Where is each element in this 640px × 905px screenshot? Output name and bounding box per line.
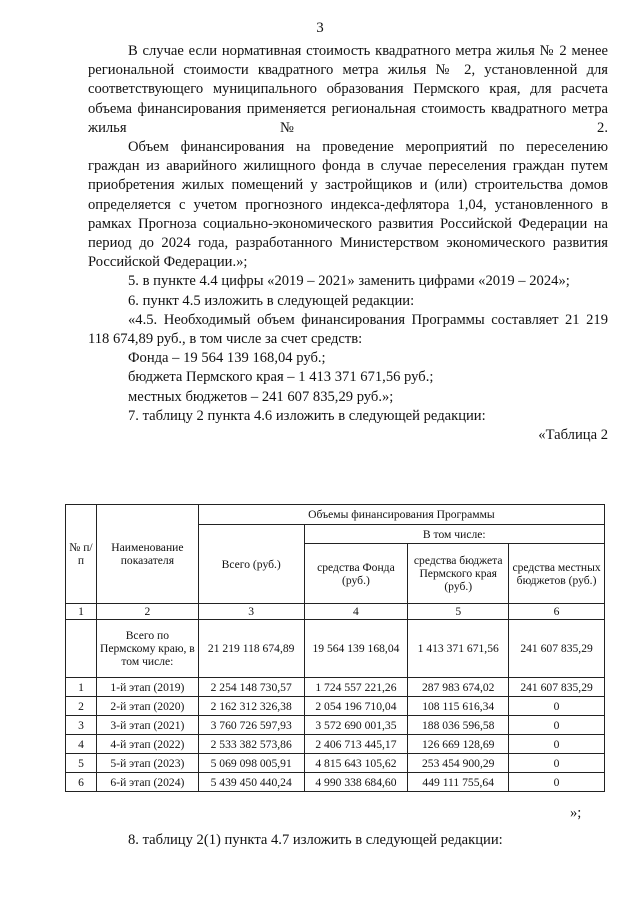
paragraph-item-5: 5. в пункте 4.4 цифры «2019 – 2021» заменить цифрами «2019 – 2024»; xyxy=(128,273,570,290)
paragraph-local-budgets: местных бюджетов – 241 607 835,29 руб.»; xyxy=(128,388,394,405)
row-total: 2 254 148 730,57 xyxy=(198,678,304,697)
table-row xyxy=(66,678,605,697)
row-fund: 2 406 713 445,17 xyxy=(304,735,408,754)
row-total: 5 069 098 005,91 xyxy=(198,754,304,773)
header-num: № п/п xyxy=(66,505,97,604)
table-row xyxy=(66,773,605,792)
row-name: 1-й этап (2019) xyxy=(96,678,198,697)
row-fund: 2 054 196 710,04 xyxy=(304,697,408,716)
col-number: 5 xyxy=(408,604,509,620)
table-row xyxy=(66,754,605,773)
total-row-fund: 19 564 139 168,04 xyxy=(304,620,408,678)
header-fund: средства Фонда (руб.) xyxy=(304,544,408,604)
row-local: 241 607 835,29 xyxy=(509,678,605,697)
row-name: 3-й этап (2021) xyxy=(96,716,198,735)
row-local: 0 xyxy=(509,735,605,754)
total-row-name: Всего по Пермскому краю, в том числе: xyxy=(96,620,198,678)
row-regional: 253 454 900,29 xyxy=(408,754,509,773)
paragraph-4-5: «4.5. Необходимый объем финансирования Программы составляет 21 219 118 674,89 руб., в том числе за счет средств: xyxy=(88,311,608,348)
table-caption: «Таблица 2 xyxy=(538,427,608,444)
header-local: средства местных бюджетов (руб.) xyxy=(509,544,605,604)
row-local: 0 xyxy=(509,773,605,792)
col-number: 1 xyxy=(66,604,97,620)
document-body xyxy=(88,42,608,445)
row-num: 4 xyxy=(66,735,97,754)
header-regional: средства бюджета Пермского края (руб.) xyxy=(408,544,509,604)
row-num: 3 xyxy=(66,716,97,735)
paragraph-item-7: 7. таблицу 2 пункта 4.6 изложить в следующей редакции: xyxy=(128,407,486,424)
row-name: 2-й этап (2020) xyxy=(96,697,198,716)
paragraph-item-6: 6. пункт 4.5 изложить в следующей редакции: xyxy=(128,292,415,309)
row-regional: 188 036 596,58 xyxy=(408,716,509,735)
financing-table xyxy=(65,504,605,792)
header-including: В том числе: xyxy=(304,525,604,544)
col-number: 4 xyxy=(304,604,408,620)
paragraph-fund: Фонда – 19 564 139 168,04 руб.; xyxy=(128,350,326,367)
header-group: Объемы финансирования Программы xyxy=(198,505,604,525)
row-regional: 126 669 128,69 xyxy=(408,735,509,754)
row-name: 5-й этап (2023) xyxy=(96,754,198,773)
row-fund: 1 724 557 221,26 xyxy=(304,678,408,697)
row-num: 2 xyxy=(66,697,97,716)
row-total: 3 760 726 597,93 xyxy=(198,716,304,735)
table-header-row xyxy=(66,505,605,525)
row-fund: 4 990 338 684,60 xyxy=(304,773,408,792)
row-num: 1 xyxy=(66,678,97,697)
row-total: 2 162 312 326,38 xyxy=(198,697,304,716)
paragraph-regional-cost: В случае если нормативная стоимость квадратного метра жилья № 2 менее региональной стоимости квадратного метра жилья № 2, установленной для соответствующего муниципального образования Пермского края, для расчета объема финансирования применяется региональная стоимость квадратного метра жилья № 2. xyxy=(88,43,608,136)
total-row-local: 241 607 835,29 xyxy=(509,620,605,678)
paragraph-financing-volume: Объем финансирования на проведение мероприятий по переселению граждан из аварийного жилищного фонда в случае переселения граждан путем приобретения жилых помещений у застройщиков и (или) строительства домов определяется с учетом прогнозного индекса-дефлятора 1,04, установленного в рамках Прогноза социально-экономического развития Российской Федерации на период до 2024 года, разработанного Министерством экономического развития Российской Федерации.»; xyxy=(88,139,608,271)
col-number: 6 xyxy=(509,604,605,620)
row-fund: 3 572 690 001,35 xyxy=(304,716,408,735)
table-closing-mark: »; xyxy=(570,805,582,821)
page-number: 3 xyxy=(316,20,324,36)
paragraph-regional-budget: бюджета Пермского края – 1 413 371 671,56 руб.; xyxy=(128,369,434,386)
table-cell xyxy=(66,620,97,678)
row-regional: 449 111 755,64 xyxy=(408,773,509,792)
total-row xyxy=(66,620,605,678)
header-name: Наименование показателя xyxy=(96,505,198,604)
row-local: 0 xyxy=(509,697,605,716)
header-total: Всего (руб.) xyxy=(198,525,304,604)
col-number: 2 xyxy=(96,604,198,620)
row-fund: 4 815 643 105,62 xyxy=(304,754,408,773)
table-row xyxy=(66,697,605,716)
table-row xyxy=(66,716,605,735)
row-local: 0 xyxy=(509,716,605,735)
row-total: 5 439 450 440,24 xyxy=(198,773,304,792)
row-name: 4-й этап (2022) xyxy=(96,735,198,754)
total-row-regional: 1 413 371 671,56 xyxy=(408,620,509,678)
row-num: 6 xyxy=(66,773,97,792)
column-numbers-row xyxy=(66,604,605,620)
row-local: 0 xyxy=(509,754,605,773)
row-regional: 108 115 616,34 xyxy=(408,697,509,716)
table-row xyxy=(66,735,605,754)
paragraph-item-8: 8. таблицу 2(1) пункта 4.7 изложить в следующей редакции: xyxy=(128,832,503,848)
row-num: 5 xyxy=(66,754,97,773)
total-row-total: 21 219 118 674,89 xyxy=(198,620,304,678)
row-total: 2 533 382 573,86 xyxy=(198,735,304,754)
row-name: 6-й этап (2024) xyxy=(96,773,198,792)
row-regional: 287 983 674,02 xyxy=(408,678,509,697)
col-number: 3 xyxy=(198,604,304,620)
